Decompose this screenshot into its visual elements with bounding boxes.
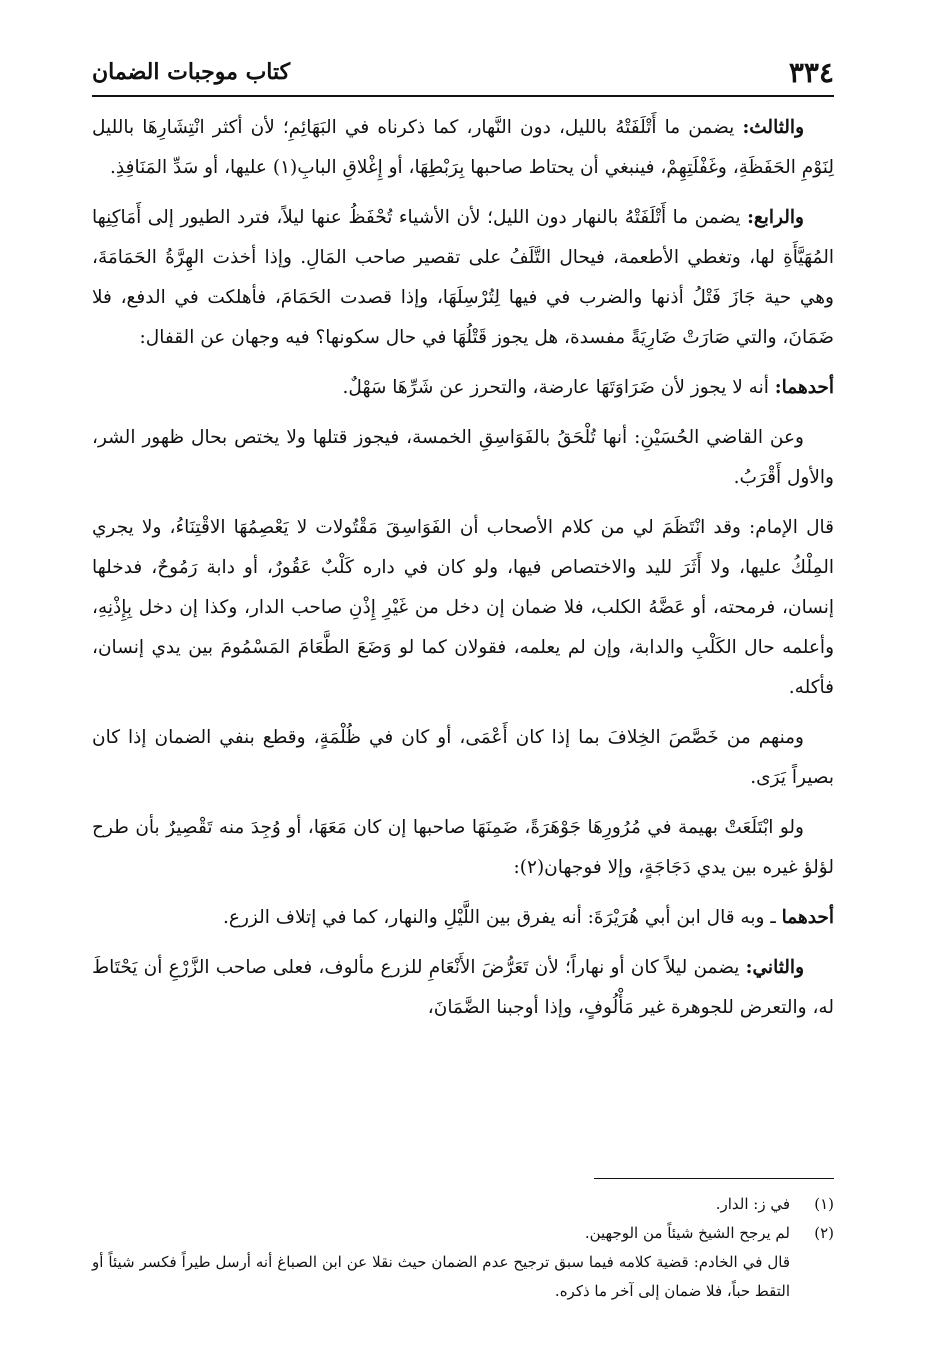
- paragraph-lead: أحدهما: [781, 907, 834, 928]
- paragraph: [92, 898, 834, 938]
- footnote-number: (١): [814, 1195, 834, 1213]
- paragraph-text: قال الإمام: وقد انْتَظَمَ لي من كلام الأصحاب أن الفَوَاسِقَ مَقْتُولات لا يَعْصِمُهَا الاقْتِنَاءُ، ولا يجري المِلْكُ عليها، ولا أَثَرَ لليد والاختصاص فيها، ولو كان في داره كَلْبٌ عَقُورٌ، أو دابة رَمُوحٌ، فدخلها إنسان، فرمحته، أو عَضَّهُ الكلب، فلا ضمان إن دخل من غَيْرِ إِذْنِ صاحب الدار، وكذا إن دخل بِإِذْنِهِ، وأعلمه حال الكَلْبِ والدابة، وإن لم يعلمه، فقولان كما لو وَضَعَ الطَّعَامَ المَسْمُومَ بين يدي إنسان، فأكله.: [92, 517, 834, 698]
- footnote-continuation: قال في الخادم: قضية كلامه فيما سبق ترجيح عدم الضمان حيث نقلا عن ابن الصباغ أنه أرسل طيراً فكسر شيئاً أو التقط حباً، فلا ضمان إلى آخر ما ذكره.: [92, 1253, 790, 1300]
- paragraph: [92, 508, 834, 708]
- header-divider: [92, 95, 834, 97]
- paragraph-text: ومنهم من خَصَّصَ الخِلافَ بما إذا كان أَعْمَى، أو كان في ظُلْمَةٍ، وقطع بنفي الضمان إذا كان بصيراً يَرَى.: [92, 727, 834, 788]
- paragraph: [92, 808, 834, 888]
- paragraph: [92, 198, 834, 358]
- paragraph-text: يضمن ما أَتْلَفَتْهُ بالنهار دون الليل؛ لأن الأشياء تُحْفَظُ عنها ليلاً، فترد الطيور إلى أَمَاكِنِها المُهَيَّأَةِ لها، وتغطي الأطعمة، فيحال التَّلَفُ على تقصير صاحب المَالِ. وإذا أخذت الهِرَّةُ الحَمَامَةَ، وهي حية جَازَ فَتْلُ أذنها والضرب في فيها لِتُرْسِلَهَا، وإذا قصدت الحَمَامَ، فأهلكت في الدفع، فلا ضَمَانَ، والتي صَارَتْ ضَارِيَةً مفسدة، هل يجوز قَتْلُهَا في حال سكونها؟ فيه وجهان عن القفال:: [92, 207, 834, 348]
- paragraph: [92, 108, 834, 188]
- running-title: كتاب موجبات الضمان: [92, 59, 291, 85]
- footnotes: [92, 1190, 834, 1306]
- paragraph: [92, 368, 834, 408]
- main-text: [92, 108, 834, 1038]
- paragraph-text: يضمن ما أَتْلَفَتْهُ بالليل، دون النَّهار، كما ذكرناه في البَهَائِمِ؛ لأن أكثر انْتِشَارِهَا بالليل لِنَوْمِ الحَفَظَةِ، وغَفْلَتِهِمْ، فينبغي أن يحتاط صاحبها بِرَبْطِهَا، أو إِغْلاقِ البابِ(١) عليها، أو سَدِّ المَنَافِذِ.: [92, 117, 834, 178]
- paragraph: [92, 718, 834, 798]
- paragraph-text: وعن القاضي الحُسَيْنِ: أنها تُلْحَقُ بالفَوَاسِقِ الخمسة، فيجوز قتلها ولا يختص بحال ظهور الشر، والأول أَقْرَبُ.: [92, 427, 834, 488]
- paragraph-text: ـ وبه قال ابن أبي هُرَيْرَةَ: أنه يفرق بين اللَّيْلِ والنهار، كما في إتلاف الزرع.: [223, 907, 776, 928]
- page-header: [92, 52, 834, 92]
- paragraph: [92, 418, 834, 498]
- paragraph-lead: والرابع:: [747, 207, 804, 228]
- footnote-number: (٢): [814, 1224, 834, 1242]
- paragraph-text: يضمن ليلاً كان أو نهاراً؛ لأن تَعَرُّضَ الأَنْعَامِ للزرع مألوف، فعلى صاحب الزَّرْعِ أن يَحْتَاطَ له، والتعرض للجوهرة غير مَأْلُوفٍ، وإذا أوجبنا الضَّمَانَ،: [92, 957, 834, 1018]
- paragraph: [92, 948, 834, 1028]
- footnote-text: لم يرجح الشيخ شيئاً من الوجهين.: [584, 1224, 790, 1242]
- paragraph-text: أنه لا يجوز لأن ضَرَاوَتَهَا عارضة، والتحرز عن شَرِّهَا سَهْلٌ.: [342, 377, 769, 398]
- footnote-text: في ز: الدار.: [715, 1195, 790, 1213]
- paragraph-lead: والثاني:: [745, 957, 804, 978]
- footnote: [92, 1219, 834, 1248]
- book-page: [92, 40, 834, 1330]
- paragraph-lead: والثالث:: [742, 117, 804, 138]
- footnote: [92, 1190, 834, 1219]
- footnote-divider: [594, 1178, 834, 1179]
- paragraph-text: ولو ابْتَلَعَتْ بهيمة في مُرُورِهَا جَوْهَرَةً، ضَمِنَهَا صاحبها إن كان مَعَهَا، أو وُجِدَ منه تَقْصِيرٌ بأن طرح لؤلؤ غيره بين يدي دَجَاجَةٍ، وإلا فوجهان(٢):: [92, 817, 834, 878]
- page-number: ٣٣٤: [788, 55, 834, 89]
- paragraph-lead: أحدهما:: [774, 377, 834, 398]
